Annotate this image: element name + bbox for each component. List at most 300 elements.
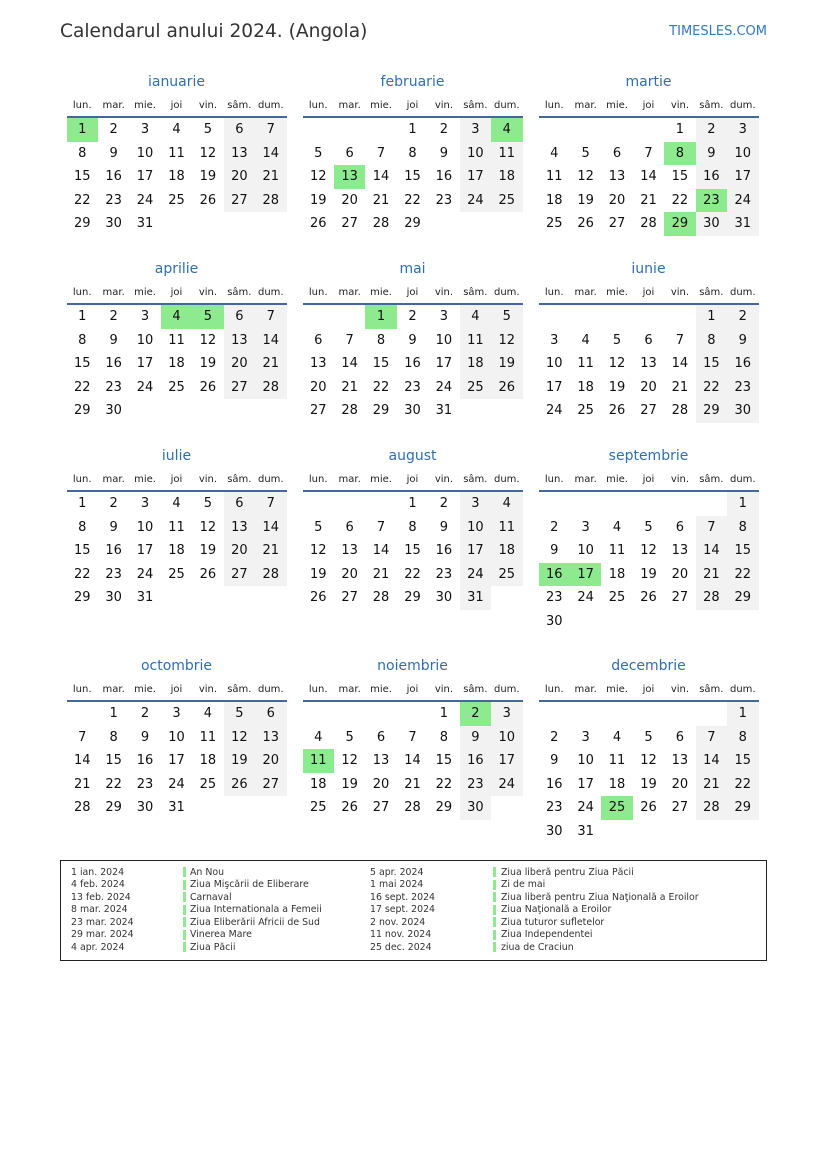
day-cell: 27 [341, 590, 358, 606]
day-cell: 16 [545, 776, 563, 792]
weekday-header: vin. [198, 684, 218, 695]
empty-day-cell [255, 399, 286, 423]
weekend-day-cell: 22 [727, 773, 758, 797]
empty-day-cell [334, 702, 365, 726]
day-cell: 18 [168, 543, 185, 559]
day-cell: 10 [136, 145, 154, 161]
weekend-day-cell: 29 [727, 586, 758, 610]
weekday-header: lun. [544, 100, 564, 111]
weekend-day-cell: 6 [224, 305, 255, 329]
weekend-day-cell: 30 [727, 399, 758, 423]
day-cell: 15 [73, 543, 91, 559]
empty-day-cell [633, 702, 664, 726]
day-cell: 12 [309, 169, 327, 185]
weekend-day-cell: 25 [460, 376, 491, 400]
day-cell: 2 [109, 496, 118, 511]
empty-day-cell [601, 820, 632, 844]
weekday-header-row [67, 682, 287, 702]
weekend-day-cell: 19 [491, 352, 522, 376]
day-cell: 27 [671, 800, 689, 816]
day-cell: 25 [545, 216, 563, 232]
day-cell: 19 [640, 566, 657, 582]
weekday-header: dum. [493, 684, 520, 695]
day-cell: 5 [612, 332, 622, 348]
weekend-day-cell: 14 [696, 539, 727, 563]
day-cell: 15 [435, 753, 453, 769]
day-cell: 23 [545, 800, 563, 816]
day-cell: 20 [640, 379, 657, 395]
day-cell: 3 [581, 729, 590, 745]
day-cell: 24 [136, 379, 154, 395]
weekend-day-cell: 1 [696, 305, 727, 329]
month-iunie [539, 259, 759, 446]
weekday-header: joi [170, 684, 183, 695]
weekday-header: dum. [729, 474, 756, 485]
weekday-header: dum. [729, 100, 756, 111]
empty-day-cell [428, 212, 459, 236]
month-title: noiembrie [377, 658, 448, 674]
holiday-name: Ziua Naţională a Eroilor [501, 904, 612, 916]
day-cell: 23 [435, 566, 453, 582]
weekend-day-cell: 20 [255, 749, 286, 773]
day-cell: 12 [577, 169, 594, 185]
day-cell: 16 [136, 753, 154, 769]
holiday-day-cell: 1 [67, 118, 98, 142]
weekend-day-cell: 21 [255, 165, 286, 189]
day-cell: 28 [671, 403, 689, 419]
weekday-header: joi [170, 287, 183, 298]
day-cell: 8 [78, 332, 87, 348]
empty-day-cell [696, 702, 727, 726]
weekend-day-cell: 29 [696, 399, 727, 423]
site-brand-link[interactable]: TIMESLES.COM [669, 24, 767, 39]
day-cell: 2 [439, 122, 449, 137]
day-cell: 1 [78, 496, 87, 511]
empty-day-cell [129, 399, 160, 423]
weekday-header-row [67, 98, 287, 118]
day-cell: 7 [675, 332, 685, 348]
weekday-header: lun. [544, 474, 564, 485]
day-cell: 23 [136, 776, 154, 792]
empty-day-cell [334, 118, 365, 142]
weekday-header: mar. [338, 100, 361, 111]
day-cell: 4 [203, 706, 213, 721]
month-title: octombrie [140, 658, 213, 674]
day-cell: 30 [136, 800, 154, 816]
empty-day-cell [397, 702, 428, 726]
empty-day-cell [664, 820, 695, 844]
weekend-day-cell: 27 [255, 773, 286, 797]
weekday-header: dum. [257, 474, 284, 485]
weekend-day-cell: 3 [460, 492, 491, 516]
day-cell: 20 [341, 566, 358, 582]
empty-day-cell [696, 610, 727, 634]
day-cell: 28 [404, 800, 421, 816]
day-cell: 26 [640, 800, 657, 816]
day-cell: 5 [203, 122, 213, 137]
day-cell: 18 [168, 356, 185, 372]
day-cell: 18 [608, 776, 626, 792]
day-cell: 26 [577, 216, 594, 232]
month-title: februarie [380, 74, 445, 90]
day-cell: 18 [577, 379, 594, 395]
legend-item [360, 891, 766, 904]
empty-day-cell [539, 492, 570, 516]
holiday-day-cell: 4 [161, 305, 192, 329]
day-cell: 30 [545, 613, 563, 629]
weekday-header: mar. [574, 287, 597, 298]
days-grid [303, 118, 523, 236]
weekday-header: sâm. [463, 684, 488, 695]
weekday-header-row [303, 98, 523, 118]
day-cell: 12 [640, 543, 657, 559]
day-cell: 25 [168, 566, 185, 582]
day-cell: 30 [404, 403, 421, 419]
day-cell: 31 [136, 590, 154, 606]
day-cell: 11 [168, 519, 185, 535]
weekend-day-cell: 4 [460, 305, 491, 329]
weekday-header: vin. [198, 100, 218, 111]
day-cell: 30 [105, 590, 122, 606]
holiday-name: Ziua Eliberării Africii de Sud [190, 916, 320, 928]
empty-day-cell [192, 399, 223, 423]
weekend-day-cell: 12 [224, 726, 255, 750]
empty-day-cell [570, 305, 601, 329]
weekday-header-row [539, 472, 759, 492]
weekend-day-cell: 31 [460, 586, 491, 610]
days-grid [67, 305, 287, 423]
holiday-day-cell: 29 [664, 212, 695, 236]
weekday-header: sâm. [699, 100, 724, 111]
weekend-day-cell: 9 [460, 726, 491, 750]
weekend-day-cell: 29 [727, 796, 758, 820]
day-cell: 24 [435, 379, 453, 395]
legend-item [61, 891, 360, 904]
day-cell: 12 [199, 519, 217, 535]
day-cell: 20 [372, 776, 390, 792]
day-cell: 29 [73, 590, 91, 606]
day-cell: 3 [140, 309, 150, 324]
day-cell: 19 [199, 543, 217, 559]
empty-day-cell [334, 492, 365, 516]
weekend-day-cell: 10 [460, 142, 491, 166]
holiday-date: 25 dec. 2024 [370, 941, 432, 953]
weekend-day-cell: 28 [255, 189, 286, 213]
day-cell: 2 [140, 706, 150, 721]
weekday-header: joi [642, 287, 655, 298]
day-cell: 28 [341, 403, 358, 419]
empty-day-cell [491, 212, 522, 236]
day-cell: 16 [105, 356, 122, 372]
day-cell: 3 [172, 706, 181, 721]
day-cell: 4 [612, 519, 622, 535]
weekend-day-cell: 1 [727, 492, 758, 516]
empty-day-cell [460, 212, 491, 236]
empty-day-cell [161, 586, 192, 610]
weekday-header: joi [406, 474, 419, 485]
day-cell: 17 [136, 543, 154, 559]
days-grid [539, 118, 759, 236]
day-cell: 15 [404, 169, 421, 185]
month-martie [539, 72, 759, 259]
holiday-day-cell: 16 [539, 563, 570, 587]
weekend-day-cell: 1 [727, 702, 758, 726]
weekend-day-cell: 15 [696, 352, 727, 376]
weekend-day-cell: 25 [491, 563, 522, 587]
month-septembrie [539, 446, 759, 656]
weekday-header: mie. [370, 100, 392, 111]
holiday-day-cell: 5 [192, 305, 223, 329]
day-cell: 2 [109, 122, 118, 137]
year-calendar-grid [67, 72, 759, 844]
day-cell: 16 [435, 169, 453, 185]
weekday-header: vin. [198, 287, 218, 298]
day-cell: 20 [671, 566, 689, 582]
weekend-day-cell: 3 [460, 118, 491, 142]
day-cell: 23 [435, 192, 453, 208]
day-cell: 3 [581, 519, 590, 535]
day-cell: 22 [105, 776, 122, 792]
weekend-day-cell: 8 [696, 329, 727, 353]
day-cell: 23 [545, 590, 563, 606]
weekend-day-cell: 5 [224, 702, 255, 726]
month-aprilie [67, 259, 287, 446]
holiday-marker [493, 930, 496, 940]
weekday-header: lun. [308, 474, 328, 485]
legend-column [360, 861, 766, 960]
weekend-day-cell: 24 [727, 189, 758, 213]
day-cell: 2 [439, 496, 449, 511]
day-cell: 18 [608, 566, 626, 582]
empty-day-cell [192, 796, 223, 820]
day-cell: 13 [608, 169, 626, 185]
weekday-header: sâm. [699, 287, 724, 298]
weekend-day-cell: 20 [224, 352, 255, 376]
weekday-header: mie. [606, 100, 628, 111]
day-cell: 26 [309, 590, 327, 606]
empty-day-cell [664, 702, 695, 726]
weekend-day-cell: 9 [727, 329, 758, 353]
weekend-day-cell: 9 [696, 142, 727, 166]
days-grid [303, 702, 523, 820]
holiday-name: Ziua Independentei [501, 929, 593, 941]
weekend-day-cell: 16 [460, 749, 491, 773]
weekday-header: mar. [102, 684, 125, 695]
day-cell: 30 [435, 590, 453, 606]
weekday-header: mie. [606, 474, 628, 485]
day-cell: 1 [675, 122, 685, 137]
weekend-day-cell: 8 [727, 726, 758, 750]
day-cell: 29 [73, 216, 91, 232]
day-cell: 29 [73, 403, 91, 419]
day-cell: 9 [109, 519, 118, 535]
day-cell: 9 [408, 332, 417, 348]
holiday-date: 4 apr. 2024 [71, 941, 125, 953]
days-grid [67, 492, 287, 610]
weekday-header: dum. [729, 684, 756, 695]
weekend-day-cell: 17 [727, 165, 758, 189]
holiday-name: Ziua Păcii [190, 941, 236, 953]
empty-day-cell [161, 212, 192, 236]
day-cell: 14 [341, 356, 358, 372]
month-title: martie [625, 74, 672, 90]
day-cell: 23 [105, 379, 122, 395]
empty-day-cell [491, 586, 522, 610]
day-cell: 13 [640, 356, 657, 372]
day-cell: 18 [168, 169, 185, 185]
holiday-name: Carnaval [190, 891, 232, 903]
holiday-date: 8 mar. 2024 [71, 904, 128, 916]
day-cell: 24 [136, 566, 154, 582]
weekend-day-cell: 24 [460, 563, 491, 587]
day-cell: 20 [341, 192, 358, 208]
day-cell: 8 [109, 729, 118, 745]
month-title: iulie [161, 448, 192, 464]
weekday-header: sâm. [463, 474, 488, 485]
weekday-header: lun. [308, 287, 328, 298]
day-cell: 26 [199, 379, 217, 395]
weekend-day-cell: 15 [727, 539, 758, 563]
holiday-marker [183, 942, 186, 952]
empty-day-cell [255, 796, 286, 820]
day-cell: 27 [372, 800, 390, 816]
weekend-day-cell: 13 [224, 516, 255, 540]
weekday-header-row [539, 98, 759, 118]
day-cell: 7 [644, 145, 653, 161]
weekend-day-cell: 11 [460, 329, 491, 353]
weekday-header-row [67, 285, 287, 305]
holiday-day-cell: 17 [570, 563, 601, 587]
legend-item [360, 879, 766, 892]
month-mai [303, 259, 523, 446]
day-cell: 2 [408, 309, 417, 324]
weekend-day-cell: 11 [491, 516, 522, 540]
day-cell: 24 [577, 590, 594, 606]
holiday-name: An Nou [190, 866, 225, 878]
day-cell: 10 [136, 332, 154, 348]
weekday-header: lun. [308, 684, 328, 695]
day-cell: 14 [372, 169, 390, 185]
day-cell: 28 [73, 800, 91, 816]
day-cell: 19 [309, 566, 327, 582]
weekday-header: mar. [338, 684, 361, 695]
weekend-day-cell: 6 [224, 492, 255, 516]
legend-item [61, 904, 360, 917]
holiday-name: Zi de mai [501, 879, 546, 891]
weekend-day-cell: 12 [491, 329, 522, 353]
legend-item [61, 866, 360, 879]
day-cell: 3 [140, 122, 150, 137]
day-cell: 18 [309, 776, 327, 792]
page-title: Calendarul anului 2024. (Angola) [60, 21, 368, 42]
weekend-day-cell: 18 [491, 165, 522, 189]
holiday-day-cell: 11 [303, 749, 334, 773]
day-cell: 12 [640, 753, 657, 769]
holiday-date: 11 nov. 2024 [370, 929, 432, 941]
legend-item [360, 941, 766, 954]
day-cell: 26 [640, 590, 657, 606]
weekday-header: sâm. [463, 287, 488, 298]
weekend-day-cell: 28 [696, 796, 727, 820]
day-cell: 26 [341, 800, 358, 816]
weekday-header: joi [170, 474, 183, 485]
holiday-marker [183, 917, 186, 927]
day-cell: 22 [435, 776, 453, 792]
day-cell: 11 [168, 145, 185, 161]
day-cell: 7 [78, 729, 87, 745]
holiday-date: 2 nov. 2024 [370, 916, 426, 928]
weekday-header: mar. [574, 474, 597, 485]
day-cell: 26 [309, 216, 327, 232]
day-cell: 25 [577, 403, 594, 419]
empty-day-cell [192, 586, 223, 610]
weekday-header: mar. [338, 474, 361, 485]
weekday-header: lun. [72, 100, 92, 111]
holiday-marker [183, 905, 186, 915]
day-cell: 19 [309, 192, 327, 208]
holiday-date: 23 mar. 2024 [71, 916, 134, 928]
weekday-header: dum. [257, 100, 284, 111]
weekend-day-cell: 26 [491, 376, 522, 400]
day-cell: 2 [109, 309, 118, 324]
weekend-day-cell: 20 [224, 165, 255, 189]
day-cell: 14 [640, 169, 657, 185]
weekend-day-cell: 2 [727, 305, 758, 329]
weekday-header-row [303, 472, 523, 492]
day-cell: 24 [168, 776, 185, 792]
day-cell: 9 [550, 543, 559, 559]
day-cell: 15 [372, 356, 390, 372]
day-cell: 17 [545, 379, 563, 395]
day-cell: 8 [408, 145, 417, 161]
weekend-day-cell: 7 [255, 492, 286, 516]
day-cell: 12 [199, 332, 217, 348]
day-cell: 9 [140, 729, 150, 745]
day-cell: 21 [640, 192, 657, 208]
day-cell: 5 [203, 496, 213, 511]
month-ianuarie [67, 72, 287, 259]
weekday-header: lun. [544, 684, 564, 695]
day-cell: 19 [199, 169, 217, 185]
weekday-header: sâm. [227, 287, 252, 298]
day-cell: 27 [341, 216, 358, 232]
weekday-header: vin. [670, 287, 690, 298]
weekend-day-cell: 28 [696, 586, 727, 610]
legend-item [360, 916, 766, 929]
day-cell: 26 [199, 192, 217, 208]
day-cell: 11 [608, 543, 626, 559]
days-grid [539, 702, 759, 844]
day-cell: 4 [612, 729, 622, 745]
weekday-header: vin. [670, 684, 690, 695]
month-title: iunie [631, 261, 666, 277]
holiday-marker [493, 905, 496, 915]
weekend-day-cell: 21 [696, 773, 727, 797]
empty-day-cell [161, 399, 192, 423]
day-cell: 31 [136, 216, 154, 232]
weekend-day-cell: 22 [727, 563, 758, 587]
day-cell: 13 [671, 753, 689, 769]
weekday-header: joi [170, 100, 183, 111]
weekday-header-row [67, 472, 287, 492]
day-cell: 25 [309, 800, 327, 816]
day-cell: 22 [404, 566, 421, 582]
day-cell: 25 [199, 776, 217, 792]
empty-day-cell [224, 796, 255, 820]
day-cell: 8 [78, 145, 87, 161]
day-cell: 28 [372, 216, 390, 232]
empty-day-cell [601, 118, 632, 142]
